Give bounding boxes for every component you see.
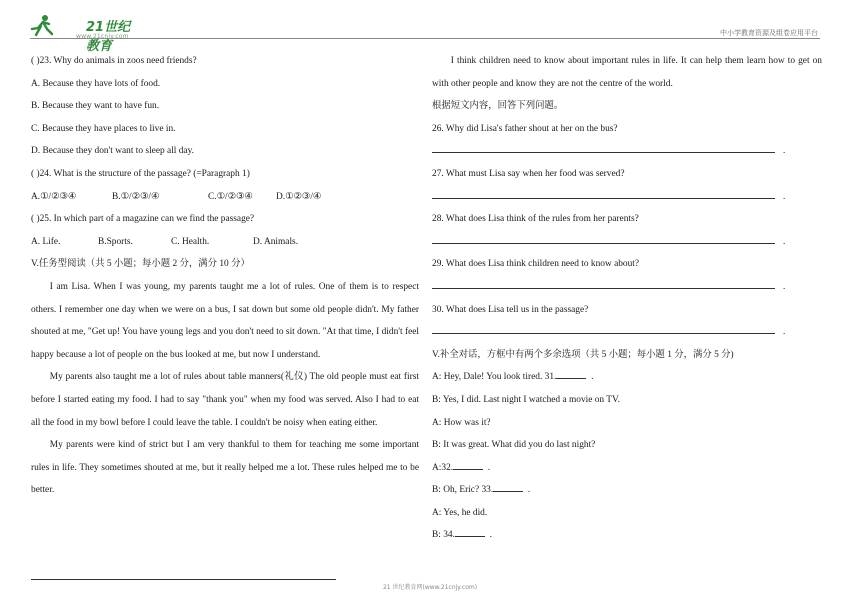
answer-29-dot: . xyxy=(783,280,786,291)
question-29: 29. What does Lisa think children need to know about? xyxy=(432,259,640,270)
answer-26-dot: . xyxy=(783,145,786,156)
dialogue-1-dot: . xyxy=(591,372,594,383)
question-26: 26. Why did Lisa's father shout at her on the bus? xyxy=(432,123,618,134)
instruction-text: 根据短文内容，回答下列问题。 xyxy=(432,101,564,112)
answer-27-dot: . xyxy=(783,190,786,201)
dialogue-5-text: A:32. xyxy=(432,462,454,473)
blank-31[interactable] xyxy=(556,368,586,379)
question-25: ( )25. In which part of a magazine can we find the passage? xyxy=(31,214,255,225)
question-24: ( )24. What is the structure of the passage? (=Paragraph 1) xyxy=(31,168,250,179)
q23-option-d: D. Because they don't want to sleep all day. xyxy=(31,146,195,157)
blank-34[interactable] xyxy=(455,526,485,537)
answer-26-line[interactable] xyxy=(432,140,822,163)
dialogue-8-text: B: 34. xyxy=(432,530,455,541)
dialogue-line-6 xyxy=(432,479,822,502)
dialogue-line-4: B: It was great. What did you do last night? xyxy=(432,440,596,451)
passage-paragraph-3: My parents were kind of strict but I am very thankful to them for teaching me some important rules in life. They sometimes shouted at me, but it really helped me a lot. These rules helped me to be better. xyxy=(31,440,419,496)
footer-text: 21 世纪教育网(www.21cnjy.com) xyxy=(382,584,478,591)
answer-29-line[interactable] xyxy=(432,276,822,299)
q24-options xyxy=(31,186,419,209)
header-platform-text: 中小学教育资源及组卷应用平台 xyxy=(720,29,818,37)
blank-32[interactable] xyxy=(453,459,483,470)
question-27: 27. What must Lisa say when her food was served? xyxy=(432,168,625,179)
q23-option-c: C. Because they have places to live in. xyxy=(31,123,176,134)
answer-28-dot: . xyxy=(783,235,786,246)
footer-rule xyxy=(31,579,336,580)
answer-27-line[interactable] xyxy=(432,186,822,209)
q25-option-d: D. Animals. xyxy=(253,236,299,247)
dialogue-1-text: A: Hey, Dale! You look tired. 31. xyxy=(432,372,557,383)
q25-option-c: C. Health. xyxy=(171,236,210,247)
logo-url: www.21cnjy.com xyxy=(76,33,129,40)
q25-option-b: B.Sports. xyxy=(98,236,133,247)
q24-option-d: D.①②③/④ xyxy=(276,191,322,202)
passage-paragraph-1: I am Lisa. When I was young, my parents taught me a lot of rules. One of them is to respect others. I remember one day when we were on a bus, I sat down but some old people didn't. My father shouted at me, "Get up! You have young legs and you don't need to sit down. "At that time, I didn't feel happy because a lot of people on the bus looked at me, but now I understand. xyxy=(31,281,419,360)
dialogue-5-dot: . xyxy=(487,462,491,473)
dialogue-line-5 xyxy=(432,457,822,480)
answer-30-dot: . xyxy=(783,326,786,337)
q23-option-a: A. Because they have lots of food. xyxy=(31,78,161,89)
runner-logo-icon xyxy=(30,14,56,38)
logo-text: 21世纪教育 xyxy=(86,20,131,54)
dialogue-line-3: A: How was it? xyxy=(432,417,491,428)
blank-33[interactable] xyxy=(493,481,523,492)
dialogue-line-8 xyxy=(432,524,822,547)
dialogue-line-7: A: Yes, he did. xyxy=(432,507,488,518)
section-6-title: V.补全对话，方框中有两个多余选项（共 5 小题；每小题 1 分，满分 5 分) xyxy=(432,349,734,360)
right-column xyxy=(432,50,822,547)
header-rule xyxy=(30,38,820,39)
q24-option-a: A.①/②③④ xyxy=(31,191,77,202)
dialogue-line-1 xyxy=(432,366,822,389)
left-column xyxy=(31,50,419,502)
q25-option-a: A. Life. xyxy=(31,236,61,247)
q24-option-b: B.①/②③/④ xyxy=(112,191,160,202)
question-30: 30. What does Lisa tell us in the passage? xyxy=(432,304,589,315)
dialogue-6-dot: . xyxy=(527,485,531,496)
question-23: ( )23. Why do animals in zoos need friends? xyxy=(31,56,197,66)
answer-30-line[interactable] xyxy=(432,321,822,344)
dialogue-line-2: B: Yes, I did. Last night I watched a movie on TV. xyxy=(432,394,620,405)
passage-paragraph-4: I think children need to know about important rules in life. It can help them learn how to get on with other people and know they are not the centre of the world. xyxy=(432,56,822,89)
passage-paragraph-2: My parents also taught me a lot of rules about table manners(礼仪) The old people must eat first before I started eating my food. I had to say "thank you" when my food was served. Also I had to eat all the food in my bowl before I could leave the table. I couldn't be noisy when eating either. xyxy=(31,372,419,428)
answer-28-line[interactable] xyxy=(432,231,822,254)
section-5-title: V.任务型阅读（共 5 小题；每小题 2 分，满分 10 分） xyxy=(31,259,250,270)
dialogue-8-dot: . xyxy=(489,530,492,541)
q25-options xyxy=(31,231,419,254)
q23-option-b: B. Because they want to have fun. xyxy=(31,101,160,112)
question-28: 28. What does Lisa think of the rules from her parents? xyxy=(432,214,639,225)
dialogue-6-text: B: Oh, Eric? 33. xyxy=(432,485,494,496)
q24-option-c: C.①/②③④ xyxy=(208,191,253,202)
page-header xyxy=(0,0,860,54)
